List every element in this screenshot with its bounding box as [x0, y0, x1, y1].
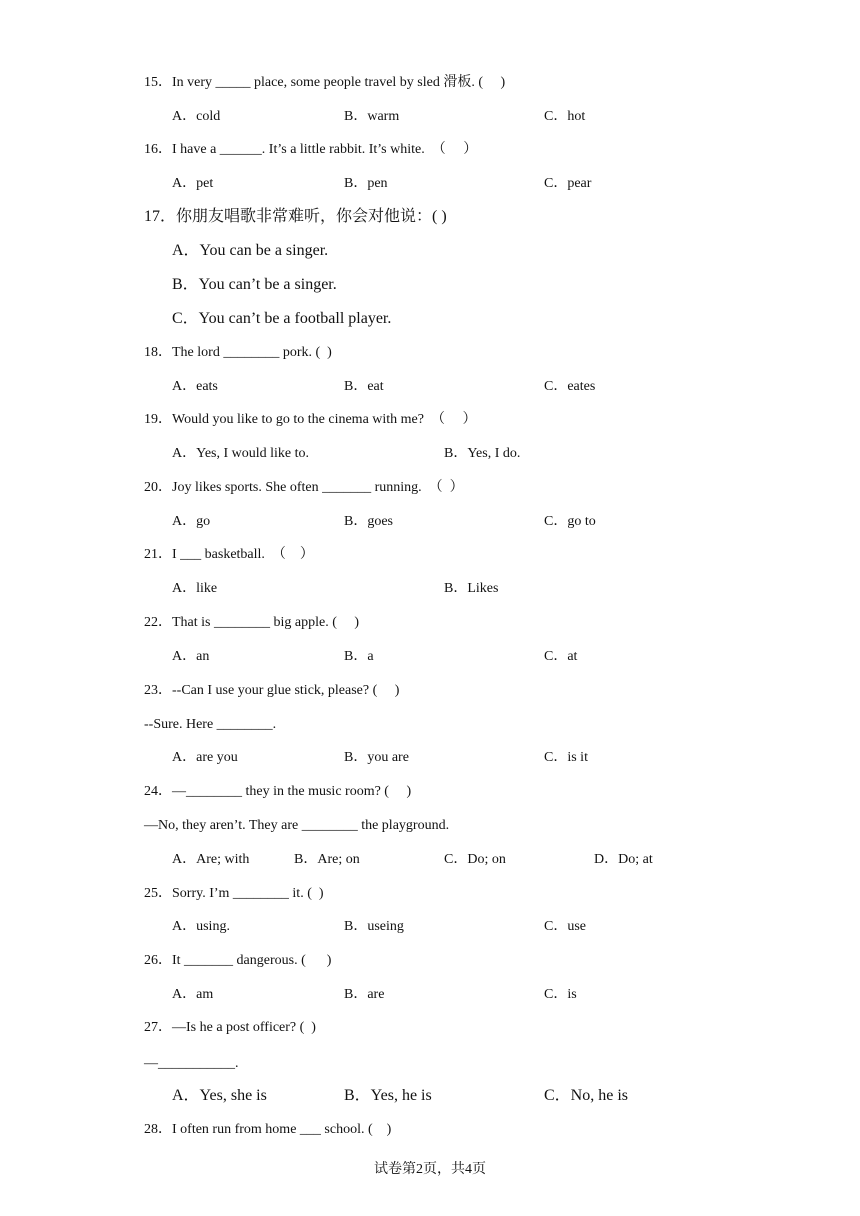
question-15-stem: 15．In very _____ place, some people travel by sled 滑板. ( )	[144, 75, 506, 90]
question-18-option-c: C．eates	[544, 379, 596, 394]
question-27-option-b: B．Yes, he is	[344, 1087, 432, 1104]
question-17-option-c: C．You can’t be a football player.	[172, 310, 392, 327]
question-24-dialogue: —No, they aren’t. They are ________ the playground.	[144, 818, 450, 833]
question-22-option-b: B．a	[344, 649, 374, 664]
question-18-option-a: A．eats	[172, 379, 218, 394]
question-23-stem: 23．--Can I use your glue stick, please? ( )	[144, 683, 400, 698]
question-21-option-b: B．Likes	[444, 581, 499, 596]
question-24-stem: 24．—________ they in the music room? ( )	[144, 784, 412, 799]
question-17-option-b: B．You can’t be a singer.	[172, 276, 337, 293]
question-24-option-a: A．Are; with	[172, 852, 250, 867]
question-20-option-b: B．goes	[344, 514, 393, 529]
question-25-option-b: B．useing	[344, 919, 404, 934]
question-25-option-a: A．using.	[172, 919, 230, 934]
question-22-option-c: C．at	[544, 649, 578, 664]
question-21-option-a: A．like	[172, 581, 218, 596]
question-20-stem: 20．Joy likes sports. She often _______ running. （ ）	[144, 480, 464, 495]
question-18-stem: 18．The lord ________ pork. ( )	[144, 345, 332, 360]
question-19-option-b: B．Yes, I do.	[444, 446, 521, 461]
question-23-option-b: B．you are	[344, 750, 409, 765]
question-25-option-c: C．use	[544, 919, 586, 934]
question-27-stem: 27．—Is he a post officer? ( )	[144, 1020, 316, 1035]
question-20-option-c: C．go to	[544, 514, 596, 529]
question-23-option-a: A．are you	[172, 750, 238, 765]
question-21-stem: 21．I ___ basketball. （ ）	[144, 547, 314, 562]
question-18-option-b: B．eat	[344, 379, 384, 394]
question-20-option-a: A．go	[172, 514, 211, 529]
question-26-stem: 26．It _______ dangerous. ( )	[144, 953, 332, 968]
question-15-option-b: B．warm	[344, 109, 400, 124]
question-24-option-b: B．Are; on	[294, 852, 360, 867]
question-15-option-c: C．hot	[544, 109, 586, 124]
question-16-option-b: B．pen	[344, 176, 388, 191]
question-23-option-c: C．is it	[544, 750, 588, 765]
question-27-option-c: C．No, he is	[544, 1087, 629, 1104]
question-17-option-a: A．You can be a singer.	[172, 242, 329, 259]
question-26-option-b: B．are	[344, 987, 385, 1002]
question-24-option-c: C．Do; on	[444, 852, 506, 867]
question-27-option-a: A．Yes, she is	[172, 1087, 267, 1104]
page-footer: 试卷第2页，共4页	[374, 1162, 486, 1177]
question-24-option-d: D．Do; at	[594, 852, 653, 867]
question-23-dialogue: --Sure. Here ________.	[144, 717, 277, 732]
question-25-stem: 25．Sorry. I’m ________ it. ( )	[144, 886, 324, 901]
question-27-dialogue: —___________.	[144, 1056, 239, 1071]
question-28-stem: 28．I often run from home ___ school. ( )	[144, 1122, 392, 1137]
question-22-stem: 22．That is ________ big apple. ( )	[144, 615, 360, 630]
question-17-stem: 17．你朋友唱歌非常难听，你会对他说：( )	[144, 208, 447, 225]
question-19-option-a: A．Yes, I would like to.	[172, 446, 310, 461]
question-16-stem: 16．I have a ______. It’s a little rabbit. It’s white. （ ）	[144, 142, 478, 157]
question-15-option-a: A．cold	[172, 109, 221, 124]
question-26-option-c: C．is	[544, 987, 577, 1002]
question-22-option-a: A．an	[172, 649, 210, 664]
question-19-stem: 19．Would you like to go to the cinema with me? （ ）	[144, 412, 477, 427]
question-26-option-a: A．am	[172, 987, 214, 1002]
question-16-option-c: C．pear	[544, 176, 592, 191]
question-16-option-a: A．pet	[172, 176, 214, 191]
